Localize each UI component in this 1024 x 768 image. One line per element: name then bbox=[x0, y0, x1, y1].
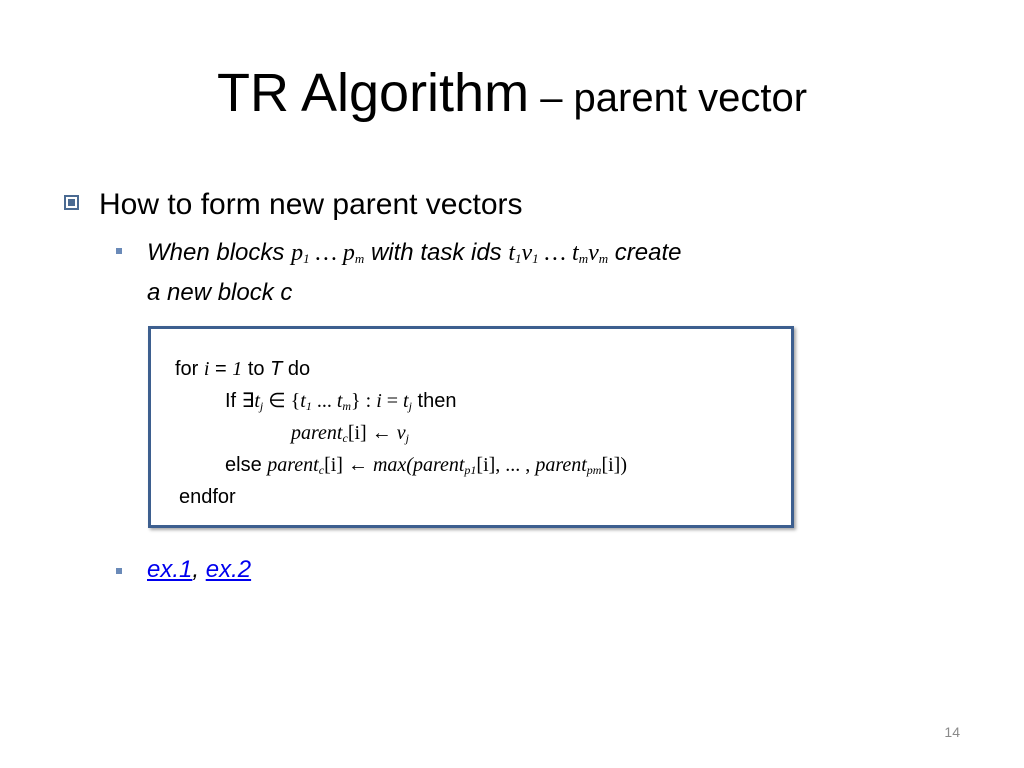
bullet-level1 bbox=[64, 188, 523, 222]
bullet2-tmvm: tmvm bbox=[572, 240, 609, 266]
bullet-level2 bbox=[147, 236, 827, 310]
bullet2-ellipsis1: … bbox=[309, 240, 343, 266]
algorithm-box bbox=[148, 326, 794, 528]
slide-title bbox=[0, 62, 1024, 124]
title-main: TR Algorithm bbox=[216, 63, 530, 123]
algo-line-endfor: endfor bbox=[179, 486, 236, 508]
bullet2-ellipsis2: … bbox=[538, 240, 573, 266]
algo-line-else: else parentc[i] ← max(parentp1[i], ... , parentpm[i]) bbox=[225, 454, 628, 477]
bullet2-line2: a new block c bbox=[147, 279, 293, 306]
bullet2-when-blocks: When blocks bbox=[147, 239, 292, 266]
link-ex2[interactable]: ex.2 bbox=[205, 556, 252, 583]
algo-line-assign-v: parentc[i] ← vj bbox=[291, 422, 409, 445]
algo-line-if: If ∃tj ∈ {t1 ... tm} : i = tj then bbox=[225, 390, 457, 413]
bullet2-with-task-ids: with task ids bbox=[364, 239, 509, 266]
example-links bbox=[147, 556, 251, 584]
title-sub: – parent vector bbox=[529, 76, 808, 120]
bullet2-pm: pm bbox=[342, 240, 365, 266]
link-separator: , bbox=[192, 556, 206, 583]
bullet2-p1: p1 bbox=[291, 240, 310, 266]
bullet-level1-text: How to form new parent vectors bbox=[99, 188, 523, 221]
bullet2-create: create bbox=[608, 239, 682, 266]
boxed-square-bullet-icon bbox=[64, 195, 79, 210]
bullet2-t1v1: t1v1 bbox=[508, 240, 539, 266]
small-square-bullet-icon bbox=[116, 248, 122, 254]
small-square-bullet-icon bbox=[116, 568, 122, 574]
link-ex1[interactable]: ex.1 bbox=[147, 556, 193, 583]
algo-line-for: for i = 1 to T do bbox=[175, 358, 311, 380]
page-number: 14 bbox=[944, 724, 960, 740]
